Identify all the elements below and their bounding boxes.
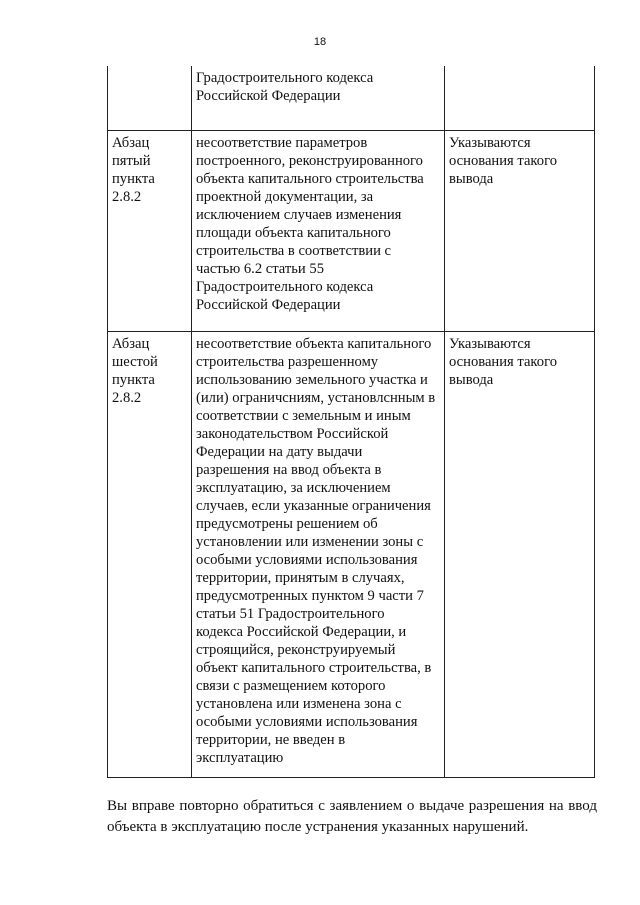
instruction-cell (445, 66, 595, 130)
ref-text: Абзац пятый пункта 2.8.2 (112, 134, 155, 205)
description-text: Градостроительного кодекса Российской Федерации (196, 70, 374, 104)
ref-cell (108, 66, 192, 130)
table-row (108, 66, 595, 130)
description-text: несоответствие объекта капитального строительства разрешенному использованию земельного участка и (или) ограничсниям, установлснным в соответствии с земельным и иным законодательством Российской Федерации на дату выдачи разрешения на ввод объекта в эксплуатацию, за исключением случаев, если указанные ограничения предусмотрены решением об установлении или изменении зоны с особыми условиями использования территории, принятым в случаях, предусмотренных пунктом 9 части 7 статьи 51 Градостроительного кодекса Российской Федерации, и строящийся, реконструируемый объект капитального строительства, в связи с размещением которого установлена или изменена зона с особыми условиями использования территории, не введен в эксплуатацию (196, 335, 436, 766)
description-cell (192, 66, 445, 130)
description-cell (192, 130, 445, 331)
instruction-cell (445, 331, 595, 777)
footer-note: Вы вправе повторно обратиться с заявлением о выдаче разрешения на ввод объекта в эксплуатацию после устранения указанных нарушений. (107, 798, 597, 835)
ref-cell (108, 130, 192, 331)
ref-cell (108, 331, 192, 777)
ref-text: Абзац шестой пункта 2.8.2 (112, 335, 158, 406)
table-row (108, 130, 595, 331)
description-text: несоответствие параметров построенного, реконструированного объекта капитального строительства проектной документации, за исключением случаев изменения площади объекта капитального строительства в соответствии с частью 6.2 статьи 55 Градостроительного кодекса Российской Федерации (196, 134, 424, 313)
refusal-grounds-table (107, 66, 595, 778)
table-row (108, 331, 595, 777)
instruction-text: Указываются основания такого вывода (449, 335, 557, 388)
page-number: 18 (313, 36, 327, 48)
instruction-cell (445, 130, 595, 331)
instruction-text: Указываются основания такого вывода (449, 134, 557, 187)
description-cell (192, 331, 445, 777)
